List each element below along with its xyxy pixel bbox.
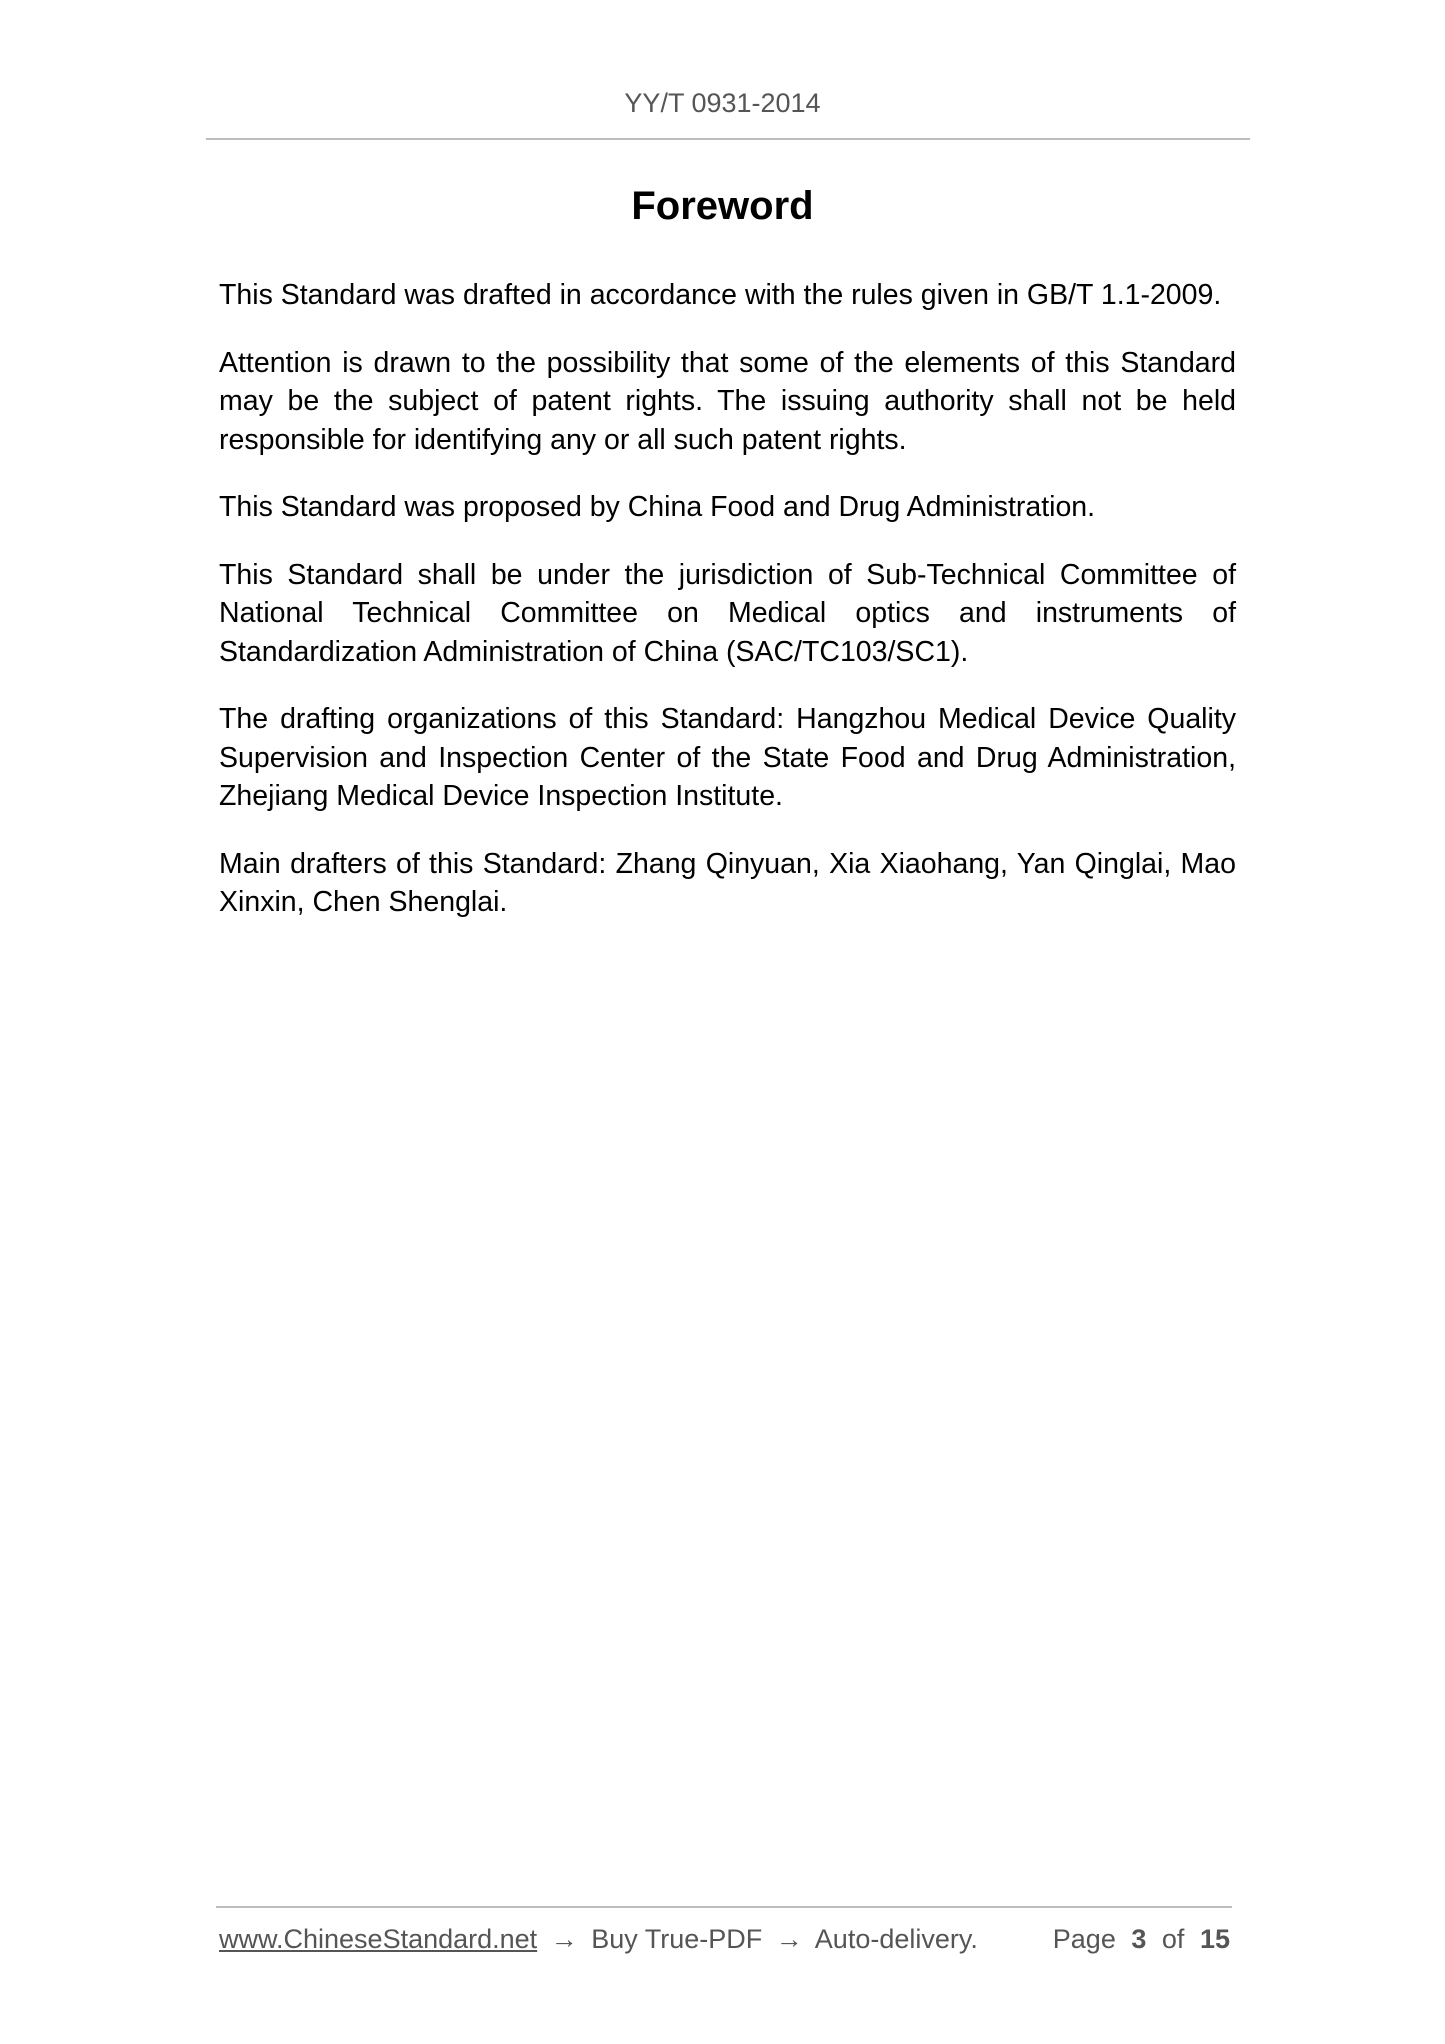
- paragraph-drafting-rules: This Standard was drafted in accordance with the rules given in GB/T 1.1-2009.: [219, 279, 1222, 311]
- buy-text: Buy True-PDF: [591, 1924, 763, 1954]
- paragraph-drafting-organizations: The drafting organizations of this Standard: Hangzhou Medical Device Quality Supervision and Inspection Center of the State Food and Drug Administration, Zhejiang Medical Device Inspection Institute.: [219, 703, 1236, 812]
- current-page-number: 3: [1131, 1924, 1147, 1954]
- footer-divider: [216, 1906, 1232, 1908]
- page-footer: [219, 1924, 1230, 1955]
- header-divider: [206, 138, 1250, 140]
- page-indicator: [1053, 1924, 1230, 1955]
- page-title: Foreword: [631, 184, 814, 228]
- arrow-right-icon: →: [550, 1924, 578, 1954]
- page-of-label: of: [1161, 1924, 1185, 1954]
- page-label: Page: [1052, 1924, 1116, 1954]
- arrow-right-icon: →: [775, 1924, 803, 1954]
- document-code-header: YY/T 0931-2014: [624, 88, 821, 118]
- paragraph-patent-notice: Attention is drawn to the possibility that some of the elements of this Standard may be the subject of patent rights. The issuing authority shall not be held responsible for identifying any or all such patent rights.: [219, 346, 1236, 456]
- total-page-number: 15: [1199, 1924, 1230, 1954]
- paragraph-proposed-by: This Standard was proposed by China Food and Drug Administration.: [219, 491, 1096, 523]
- website-link[interactable]: www.ChineseStandard.net: [219, 1924, 538, 1954]
- paragraph-main-drafters: Main drafters of this Standard: Zhang Qinyuan, Xia Xiaohang, Yan Qinglai, Mao Xinxin, Chen Shenglai.: [219, 847, 1236, 918]
- delivery-text: Auto-delivery.: [814, 1924, 978, 1954]
- paragraph-jurisdiction: This Standard shall be under the jurisdiction of Sub-Technical Committee of National Technical Committee on Medical optics and instruments of Standardization Administration of China (SAC/TC103/SC1).: [219, 558, 1236, 668]
- foreword-body: [219, 276, 1236, 951]
- footer-purchase-info: [219, 1924, 978, 1955]
